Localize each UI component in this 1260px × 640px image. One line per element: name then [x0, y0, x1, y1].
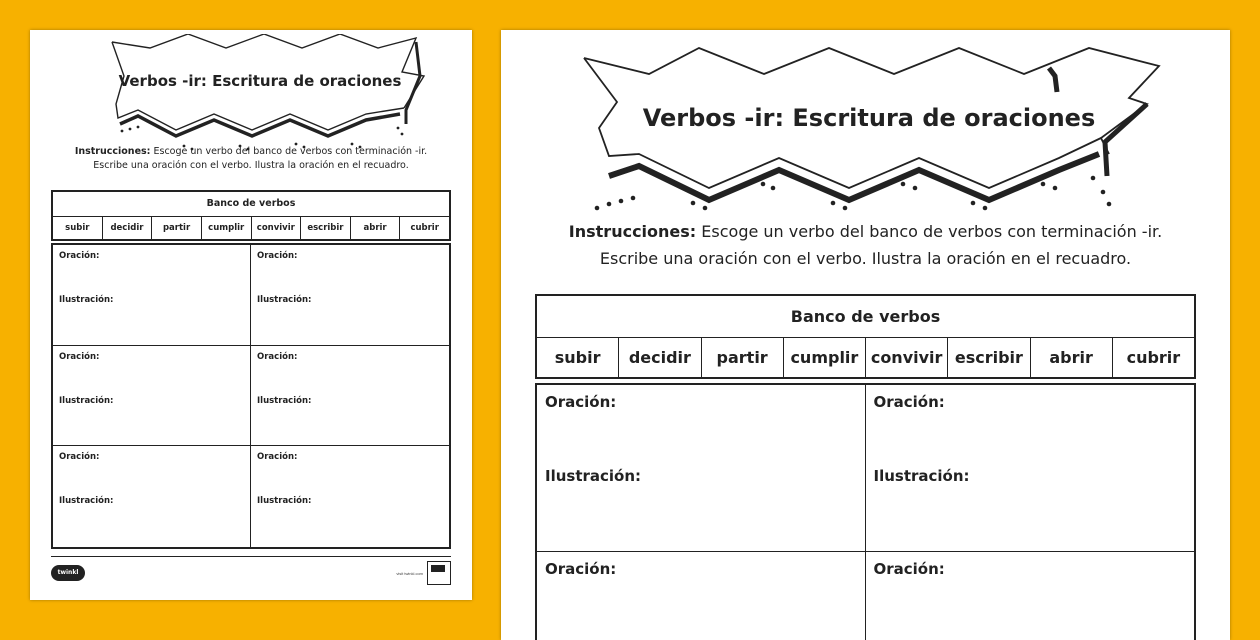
sentence-label: Oración: — [257, 452, 298, 463]
illustration-label: Ilustración: — [59, 295, 114, 305]
title-banner — [80, 34, 440, 162]
instructions — [501, 218, 1230, 272]
answer-grid — [51, 243, 451, 549]
answer-box[interactable] — [251, 446, 449, 547]
verb-cell: decidir — [619, 338, 701, 378]
answer-box[interactable] — [251, 346, 449, 447]
instructions — [30, 145, 472, 173]
sentence-label: Oración: — [59, 452, 100, 463]
verb-bank-title: Banco de verbos — [53, 192, 449, 217]
verb-cell: escribir — [301, 217, 351, 240]
title-banner — [569, 38, 1169, 213]
sentence-label: Oración: — [545, 560, 617, 578]
worksheet-title: Verbos -ir: Escritura de oraciones — [118, 72, 402, 90]
sentence-label: Oración: — [545, 393, 617, 411]
instructions-label: Instrucciones: — [568, 222, 697, 241]
verb-cell: convivir — [866, 338, 948, 378]
illustration-label: Ilustración: — [257, 395, 312, 406]
verb-cell: cubrir — [410, 223, 439, 233]
verb-cell: decidir — [103, 217, 153, 240]
verb-cell: escribir — [948, 338, 1030, 378]
sentence-label: Oración: — [59, 251, 100, 261]
verb-cell: cubrir — [1126, 348, 1181, 367]
twinkl-logo: twinkl — [51, 565, 85, 581]
verb-cell: abrir — [351, 217, 401, 240]
answer-grid — [535, 383, 1196, 640]
illustration-label: Ilustración: — [873, 467, 970, 485]
sentence-label: Oración: — [257, 351, 298, 362]
illustration-label: Ilustración: — [257, 496, 312, 507]
page-footer — [51, 556, 451, 587]
footer-url: visit twinkl.com — [396, 571, 423, 576]
answer-box[interactable] — [866, 385, 1195, 552]
verb-cell: subir — [53, 217, 103, 240]
verb-cell: convivir — [252, 217, 302, 240]
verb-bank — [535, 294, 1196, 379]
worksheet-preview-large — [501, 30, 1230, 640]
instructions-line-1: Escoge un verbo del banco de verbos con terminación -ir. — [701, 222, 1163, 241]
verb-bank — [51, 190, 451, 241]
verb-cell: abrir — [1031, 338, 1113, 378]
verb-row — [537, 338, 1194, 378]
verb-cell: subir — [537, 338, 619, 378]
badge-icon — [427, 561, 451, 585]
worksheet-title: Verbos -ir: Escritura de oraciones — [642, 104, 1096, 132]
sentence-label: Oración: — [59, 351, 100, 362]
instructions-line-1: Escoge un verbo del banco de verbos con terminación -ir. — [153, 146, 428, 157]
sentence-label: Oración: — [873, 393, 945, 411]
instructions-line-2: Escribe una oración con el verbo. Ilustra la oración en el recuadro. — [93, 160, 409, 171]
verb-cell: partir — [152, 217, 202, 240]
verb-cell: partir — [702, 338, 784, 378]
instructions-line-2: Escribe una oración con el verbo. Ilustra la oración en el recuadro. — [599, 249, 1132, 268]
instructions-label: Instrucciones: — [74, 146, 151, 157]
answer-box[interactable] — [53, 446, 251, 547]
illustration-label: Ilustración: — [59, 496, 114, 507]
verb-row — [53, 217, 449, 240]
sentence-label: Oración: — [257, 251, 298, 261]
answer-box[interactable] — [866, 552, 1195, 640]
answer-box[interactable] — [53, 346, 251, 447]
worksheet-preview-small — [30, 30, 472, 600]
verb-cell: cumplir — [784, 338, 866, 378]
sentence-label: Oración: — [873, 560, 945, 578]
answer-box[interactable] — [537, 385, 866, 552]
verb-bank-title: Banco de verbos — [537, 296, 1194, 338]
answer-box[interactable] — [53, 245, 251, 346]
answer-box[interactable] — [251, 245, 449, 346]
zigzag-banner-shape — [80, 34, 440, 162]
answer-box[interactable] — [537, 552, 866, 640]
illustration-label: Ilustración: — [545, 467, 642, 485]
illustration-label: Ilustración: — [59, 395, 114, 406]
illustration-label: Ilustración: — [257, 295, 312, 305]
verb-cell: cumplir — [202, 217, 252, 240]
